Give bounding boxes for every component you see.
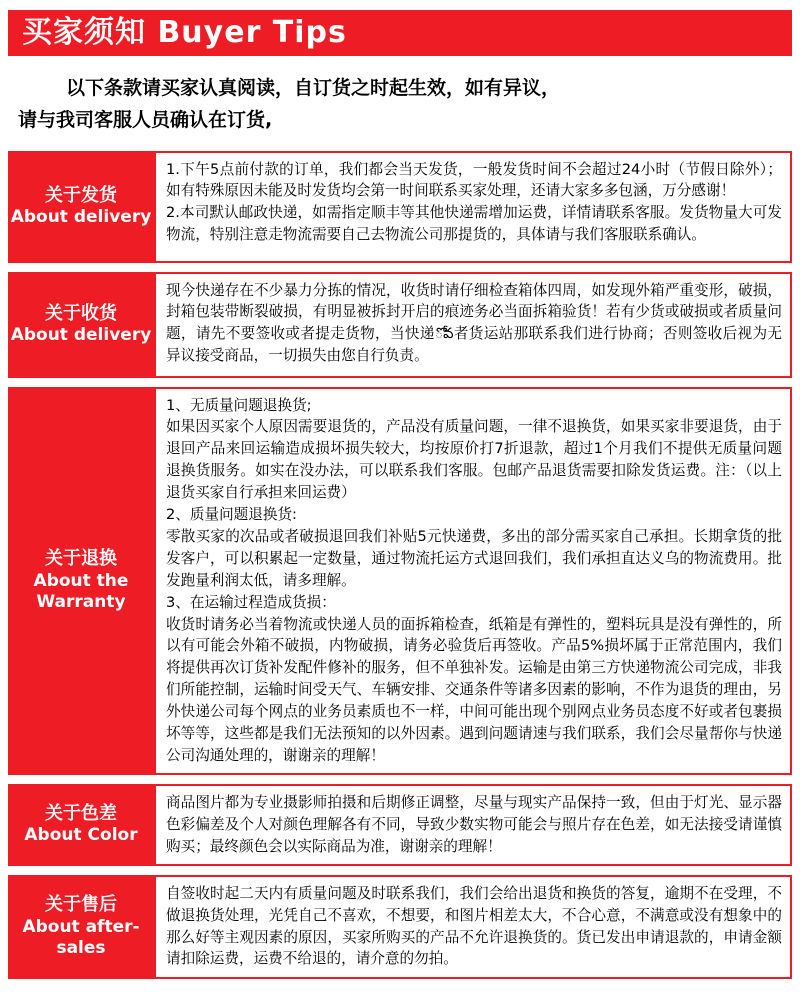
intro-line-1: 以下条款请买家认真阅读，自订货之时起生效，如有异议， — [66, 77, 561, 99]
intro-paragraph — [18, 72, 782, 137]
section-paragraph: 自签收时起二天内有质量问题及时联系我们，我们会给出退货和换货的答复，逾期不在受理，不做退换货处理，光凭自己不喜欢，不想要，和图片相差太大，不合心意，不满意或没有想象中的那么好等主观因素的原因，买家所购买的产品不允许退换货的。货已发出申请退款的，申请金额请扣除运费，运费不给退的，请介意的勿拍。 — [166, 884, 782, 968]
section-label-about-after-sales — [8, 875, 154, 979]
section-paragraph: 2.本司默认邮政快递，如需指定顺丰等其他快递需增加运费，详情请联系客服。发货物量大可发物流，特别注意走物流需要自己去物流公司那提货的，具体请与我们客服联系确认。 — [166, 204, 782, 244]
intro-line-2: 请与我司客服人员确认在订货, — [18, 109, 273, 132]
section-paragraph: 1、无质量问题退换货; — [166, 396, 312, 414]
section-about-color — [8, 784, 792, 866]
section-paragraph: 2、质量问题退换货: — [166, 506, 297, 524]
section-body-about-receiving — [154, 272, 792, 378]
page-header-banner — [8, 10, 792, 56]
section-paragraph: 如果因买家个人原因需要退货的，产品没有质量问题，一律不退换货，如果买家非要退货，由于退回产品来回运输造成损坏损失较大，均按原价打7折退款，超过1个月我们不提供无质量问题退换货服务。如实在没办法，可以联系我们客服。包邮产品退货需要扣除发货运费。注：（以上退货买家自行承担来回运费） — [166, 418, 782, 502]
section-paragraph: 商品图片都为专业摄影师拍摄和后期修正调整，尽量与现实产品保持一致，但由于灯光、显示器色彩偏差及个人对颜色理解各有不同，导致少数实物可能会与照片存在色差，如无法接受请谨慎购买；最终颜色会以实际商品为准，谢谢亲的理解！ — [166, 793, 782, 855]
buyer-tips-page — [0, 10, 800, 1001]
section-about-delivery — [8, 151, 792, 263]
section-label-about-warranty — [8, 387, 154, 775]
section-paragraph: 1.下午5点前付款的订单，我们都会当天发货，一般发货时间不会超过24小时（节假日除外）；如有特殊原因未能及时发货均会第一时间联系买家处理，还请大家多多包涵，万分感谢！ — [166, 160, 782, 200]
section-label-en: About delivery — [10, 325, 152, 346]
sections-list — [8, 151, 792, 979]
section-label-cn: 关于售后 — [45, 894, 117, 916]
section-label-about-receiving — [8, 272, 154, 378]
section-label-cn: 关于退换 — [45, 548, 117, 570]
section-label-about-delivery — [8, 151, 154, 263]
section-body-about-color — [154, 784, 792, 866]
section-paragraph: 3、在运输过程造成货损： — [166, 593, 336, 611]
section-body-about-warranty — [154, 387, 792, 775]
section-body-about-after-sales — [154, 875, 792, 979]
section-label-cn: 关于发货 — [45, 184, 117, 206]
section-body-about-delivery — [154, 151, 792, 263]
section-label-en: About delivery — [10, 207, 152, 228]
section-about-after-sales — [8, 875, 792, 979]
section-label-cn: 关于收货 — [45, 302, 117, 324]
section-paragraph: 收货时请务必当着物流或快递人员的面拆箱检查，纸箱是有弹性的，塑料玩具是没有弹性的，所以有可能会外箱不破损，内物破损，请务必验货后再签收。产品5%损坏属于正常范围内，我们将提供再次订货补发配件修补的服务，但不单独补发。运输是由第三方快递物流公司完成，非我们所能控制，运输时间受天气、车辆安排、交通条件等诸多因素的影响，不作为退货的理由，另外快递公司每个网点的业务员素质也不一样，中间可能出现个别网点业务员态度不好或者包裹损坏等等，这些都是我们无法预知的以外因素。遇到问题请速与我们联系，我们会尽量帮你与快递公司沟通处理的，谢谢亲的理解！ — [166, 615, 782, 764]
section-about-warranty — [8, 387, 792, 775]
section-label-en: About Color — [24, 825, 138, 846]
section-about-receiving — [8, 272, 792, 378]
section-label-cn: 关于色差 — [45, 802, 117, 824]
section-label-en: About the Warranty — [33, 570, 129, 612]
section-paragraph: 现今快递存在不少暴力分拣的情况，收货时请仔细检查箱体四周，如发现外箱严重变形，破损，封箱包装带断裂破损，有明显被拆封开启的痕迹务必当面拆箱验货！若有少货或破损或者质量问题，请先不要签收或者提走货物，当快递ోవ者货运站那联系我们进行协商；否则签收后视为无异议接受商品，一切损失由您自行负责。 — [166, 281, 782, 365]
section-paragraph: 零散买家的次品或者破损退回我们补贴5元快递费，多出的部分需买家自己承担。长期拿货的批发客户，可以积累起一定数量，通过物流托运方式退回我们，我们承担直达义乌的物流费用。批发跑量利润太低，请多理解。 — [166, 527, 782, 589]
section-label-en: About after-sales — [22, 916, 140, 958]
page-title: 买家须知 Buyer Tips — [22, 15, 347, 50]
section-label-about-color — [8, 784, 154, 866]
